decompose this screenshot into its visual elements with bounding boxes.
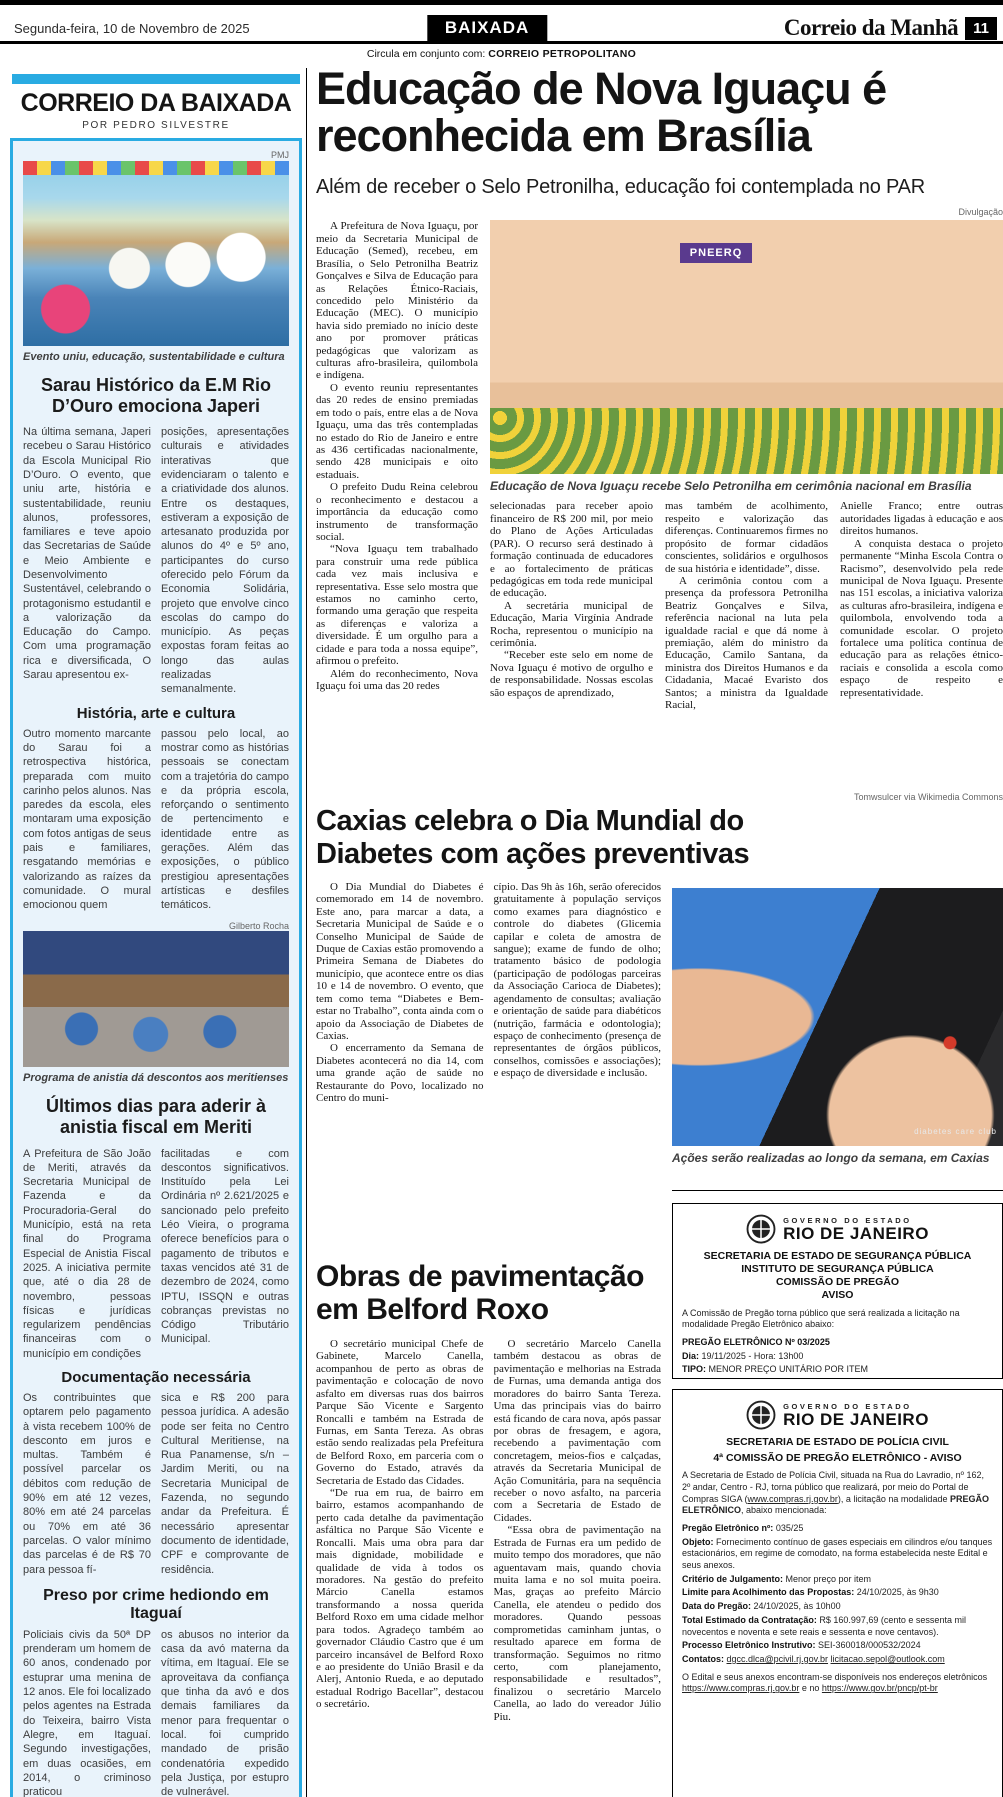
meriti-col-1: A Prefeitura de São João de Meriti, através da Secretaria Municipal de Fazenda e da Procuradoria-Geral do Município, está na reta final do Programa Especial de Anistia Fiscal 2025. A iniciativa permite que, até o dia 28 de novembro, pessoas físicas e jurídicas regularizem pendências financeiras com o município em condições	[23, 1147, 151, 1360]
meriti-headline: Últimos dias para aderir à anistia fiscal em Meriti	[45, 1096, 267, 1138]
itaguai-body	[23, 1628, 289, 1797]
caxias-col-1: O Dia Mundial do Diabetes é comemorado em 14 de novembro. Este ano, para marcar a data, a Secretaria Municipal de Saúde e o Conselho Municipal de Saúde de Duque de Caxias estão promovendo a Primeira Semana de Diabetes do município, que acontece entre os dias 10 e 14 de novembro. O evento, que tem como tema “Diabetes e Bem-estar no Trabalho”, conta ainda com o apoio da Associação de Diabetes de Caxias. O encerramento da Semana de Diabetes acontecerá no dia 14, com uma grande ação de saúde no Restaurante do Povo, localizado no Centro do muni-	[316, 880, 484, 1105]
contact-email-link[interactable]: dgcc.dlca@pcivil.rj.gov.br	[726, 1653, 829, 1664]
sarau-body-2	[23, 727, 289, 913]
circulation-note	[0, 44, 1003, 62]
notice2-header-line: SECRETARIA DE ESTADO DE POLÍCIA CIVIL	[726, 1436, 949, 1448]
sarau-photo-caption: Evento uniu, educação, sustentabilidade e cultura	[23, 350, 285, 363]
correio-da-baixada-panel	[10, 68, 302, 1797]
notice2-item: Total Estimado da Contratação: R$ 160.997,69 (cento e sessenta mil novecentos e noventa e sete reais e sessenta e nove centavos).	[682, 1614, 966, 1637]
circulation-partner: CORREIO PETROPOLITANO	[488, 48, 637, 60]
siga-portal-link[interactable]: www.compras.rj.gov.br	[747, 1493, 838, 1504]
panel-byline: POR PEDRO SILVESTRE	[82, 120, 230, 131]
lead-photo-caption: Educação de Nova Iguaçu recebe Selo Petronilha em cerimônia nacional em Brasília	[490, 479, 972, 494]
belford-col-1: O secretário municipal Chefe de Gabinete, Marcelo Canella, acompanhou de perto as obras de pavimentação e colocação de novo asfalto em diversas ruas dos bairros Parque São Vicente e Sargento Roncalli e também na Estrada de Furnas, em Santa Tereza. As obras estão sendo realizadas pela Prefeitura de Belford Roxo, em parceria com o Governo do Estado, através da Secretaria de Estado das Cidades. “De rua em rua, de bairro em bairro, estamos acompanhando de perto cada detalhe da pavimentação asfáltica no Parque São Vicente e Roncalli. Mais uma obra para dar mais dignidade, mobilidade e qualidade de vida à todos os moradores. Na gestão do prefeito Márcio Canella estamos transformando a nossa querida Belford Roxo em uma cidade melhor para todos. Agradeço também ao governador Cláudio Castro que é um parceiro incansável de Belford Roxo e ao presidente do União Brasil e da Alerj, Antonio Rueda, e ao deputado estadual Rodrigo Bacellar”, destacou o secretário.	[316, 1338, 484, 1711]
lead-col-1: A Prefeitura de Nova Iguaçu, por meio da Secretaria Municipal de Educação (Semed), recebeu, em Brasília, o Selo Petronilha Beatriz Gonçalves e Silva de Educação para as Relações Étnico-Raciais, concedido pelo Ministério da Educação (MEC). O município havia sido premiado no início deste ano por promover práticas pedagógicas que valorizam as culturas afro-brasileira, quilombola e indígena. O evento reuniu representantes das 20 redes de ensino premiadas em todo o país, entre elas a de Nova Iguaçu, uma das três contempladas no estado do Rio de Janeiro e entre as 436 certificadas nacionalmente, sendo 428 municipais e oito estaduais. O prefeito Dudu Reina celebrou o reconhecimento e destacou a importância da educação como instrumento de transformação social. “Nova Iguaçu tem trabalhado para construir uma rede pública cada vez mais inclusiva e representativa. Esse selo mostra que estamos no caminho certo, formando uma geração que respeita as diferenças e valoriza a diversidade. É um orgulho para a cidade e para toda a nossa equipe”, afirmou o prefeito. Além do reconhecimento, Nova Iguaçu foi uma das 20 redes	[316, 220, 478, 692]
belford-article	[316, 1260, 661, 1797]
diabetes-pouch-label: diabetes care club	[914, 1127, 997, 1136]
notice2-intro: A Secretaria de Estado de Polícia Civil, situada na Rua do Lavradio, nº 162, 2º andar, Centro - RJ, torna público que realizará, por meio do Portal de Compras SIGA (www.compras.rj.gov.br), a licitação na modalidade PREGÃO ELETRÔNICO, abaixo mencionada:	[682, 1470, 989, 1516]
column-divider-rule	[306, 68, 307, 1797]
page-content	[0, 62, 1003, 1797]
caxias-diabetes-photo	[672, 888, 1003, 1146]
rj-gov-logo	[682, 1214, 993, 1244]
sarau-photo-credit: PMJ	[271, 150, 289, 160]
notice1-header-line: AVISO	[821, 1289, 854, 1302]
pneerq-banner-label: PNEERQ	[680, 243, 752, 263]
sarau-headline: Sarau Histórico da E.M Rio D’Ouro emociona Japeri	[40, 374, 272, 416]
notice2-header-line: 4ª COMISSÃO DE PREGÃO ELETRÔNICO - AVISO	[713, 1452, 962, 1465]
caxias-photo-credit: Tomwsulcer via Wikimedia Commons	[853, 792, 1003, 802]
meriti-photo-credit: Gilberto Rocha	[228, 920, 289, 931]
meriti-col-3: Os contribuintes que optarem pelo pagamento à vista recebem 100% de desconto em juros e multas. Também é possível parcelar os débitos com redução de 90% em até 12 vezes, 80% em até 24 parcelas ou 70% em até 36 parcelas. O valor mínimo das parcelas é de R$ 70 para pessoa fí-	[23, 1391, 151, 1576]
belford-headline: Obras de pavimentação em Belford Roxo	[316, 1260, 644, 1326]
notice2-footer: O Edital e seus anexos encontram-se disponíveis nos endereços eletrônicos https://www.compras.rj.gov.br e no https://www.gov.br/pncp/pt-br	[682, 1671, 988, 1694]
notice2-item: Pregão Eletrônico nº: 035/25	[682, 1523, 804, 1533]
meriti-photo-caption: Programa de anistia dá descontos aos meritienses	[23, 1072, 289, 1085]
notice2-item: Limite para Acolhimento das Propostas: 24/10/2025, às 9h30	[682, 1587, 939, 1598]
rj-gov-crest-icon	[746, 1214, 776, 1244]
sarau-col-1: Na última semana, Japeri recebeu o Sarau Histórico da Escola Municipal Rio D’Ouro. O evento, que uniu arte, história e sustentabilidade, reuniu alunos, professores, familiares e teve apoio das Secretarias de Saúde e Meio Ambiente e Desenvolvimento Sustentável, celebrando o protagonismo estudantil e a valorização da Educação do Campo. Com uma programação rica e diversificada, O Sarau apresentou ex-	[23, 426, 151, 682]
meriti-body-2	[23, 1391, 289, 1577]
legal-notices	[672, 1190, 1003, 1797]
masthead-title: Correio da Manhã	[783, 15, 959, 40]
circulation-prefix: Circula em conjunto com:	[366, 48, 486, 60]
itaguai-headline: Preso por crime hediondo em Itaguaí	[43, 1586, 269, 1622]
notice2-item: Objeto: Fornecimento contínuo de gases especiais em cilindros e/ou tanques estacionários, em regime de comodato, na forma estabelecida neste Edital e seus anexos.	[682, 1536, 993, 1571]
notice-seguranca-publica	[672, 1203, 1003, 1379]
masthead-group	[784, 15, 997, 41]
panel-box	[10, 138, 302, 1797]
compras-url-link[interactable]: https://www.compras.rj.gov.br	[682, 1683, 800, 1694]
accent-bar	[12, 74, 300, 84]
notice1-header-line: INSTITUTO DE SEGURANÇA PÚBLICA	[741, 1263, 934, 1276]
notice1-item: TIPO: MENOR PREÇO UNITÁRIO POR ITEM	[682, 1364, 869, 1375]
notice2-item: Data do Pregão: 24/10/2025, às 10h00	[682, 1601, 841, 1612]
lead-col-2: selecionadas para receber apoio financeiro de R$ 200 mil, por meio do Plano de Ações Articuladas (PAR). O recurso será destinado à formação continuada de educadores e ao fortalecimento de práticas pedagógicas em toda rede municipal de educação. A secretária municipal de Educação, Maria Virgínia Andrade Rocha, representou o município na cerimônia. “Receber este selo em nome de Nova Iguaçu é motivo de orgulho e de responsabilidade. Nossas escolas são espaços de aprendizado,	[490, 500, 653, 699]
panel-title: CORREIO DA BAIXADA	[20, 89, 292, 117]
lead-right-block	[490, 220, 1003, 796]
notice2-contacts: Contatos: dgcc.dlca@pcivil.rj.gov.br licitacao.sepol@outlook.com	[682, 1653, 945, 1664]
meriti-body	[23, 1147, 289, 1361]
belford-col-2: O secretário Marcelo Canella também destacou as obras de pavimentação e melhorias na Estrada de Furnas, uma demanda antiga dos moradores do bairro Santa Tereza. Uma das principais vias do bairro está ficando de cara nova, após passar por obras de fresagem, e agora, recebendo a pavimentação com concretagem, meios-fios e calçadas, através da Secretaria Municipal de Ação Comunitária, para na sequência receber o novo asfalto, na parceria com a Secretaria de Estado de Cidades. “Essa obra de pavimentação na Estrada de Furnas era um pedido de muito tempo dos moradores, que não aguentavam mais, quando chovia muita lama e no sol muita poeira. Mas, graças ao prefeito Márcio Canella, ele atendeu o pedido dos moradores. Quando pessoas comprometidas caminham juntas, o resultado aparece em forma de transformação. Seguimos no ritmo certo, com planejamento, responsabilidade e resultados”, finalizou o secretário Marcelo Canella, ao lado do vereador Júlio Piu.	[493, 1338, 661, 1723]
meriti-service-photo	[23, 931, 289, 1067]
caxias-body	[316, 881, 661, 1249]
lead-photo-credit: Divulgação	[958, 206, 1003, 217]
lead-headline: Educação de Nova Iguaçu é reconhecida em Brasília	[316, 63, 887, 161]
rj-gov-wordmark: GOVERNO DO ESTADO RIO DE JANEIRO	[783, 1216, 929, 1243]
lead-col-3: mas também de acolhimento, respeito e valorização das diferenças. Continuaremos firmes no propósito de formar cidadãos conscientes, solidários e orgulhosos de sua história e identidade”, disse. A cerimônia contou com a presença da professora Petronilha Beatriz Gonçalves e Silva, referência nacional na luta pela igualdade racial e que dá nome à premiação, além do ministro da Educação, Camilo Santana, da ministra dos Direitos Humanos e da Cidadania, Macaé Evaristo dos Santos; a ministra da Igualdade Racial,	[665, 500, 828, 712]
caxias-photo-stack	[672, 888, 1003, 1168]
sarau-col-2: posições, apresentações culturais e atividades interativas que evidenciaram o talento e a criatividade dos alunos. Entre os destaques, estiveram a exposição de artesanato produzida por alunos do 4º e 5º ano, participantes do curso oferecido pelo Fórum da Economia Solidária, projeto que envolve cinco escolas do campo do município. As peças expostas foram feitas ao longo das aulas realizadas semanalmente.	[161, 426, 289, 696]
sarau-event-photo	[23, 161, 289, 346]
section-badge: BAIXADA	[427, 15, 547, 41]
sarau-col-3: Outro momento marcante do Sarau foi a retrospectiva histórica, preparada com muito carinho pelos alunos. Nas paredes da escola, eles montaram uma exposição com fotos antigas de seus pais e familiares, resgatando memórias e valorizando as raízes da comunidade. O mural emocionou quem	[23, 727, 151, 912]
lead-col-4: Anielle Franco; entre outras autoridades ligadas à educação e aos direitos humanos. A conquista destaca o projeto permanente “Minha Escola Contra o Racismo”, desenvolvido pela rede municipal de Nova Iguaçu. Presente nas 151 escolas, a iniciativa valoriza as culturas afro-brasileira, indígena e quilombola, envolvendo toda a comunidade escolar. O projeto fortalece uma política contínua de educação para as relações étnico-raciais e consolida a escola como espaço de respeito e representatividade.	[840, 500, 1003, 699]
notices-top-rule	[672, 1190, 1003, 1191]
edition-date: Segunda-feira, 10 de Novembro de 2025	[14, 21, 250, 36]
page-number-badge: 11	[965, 17, 997, 40]
belford-body	[316, 1338, 661, 1794]
sarau-subhead: História, arte e cultura	[76, 704, 236, 722]
main-content	[316, 64, 1003, 1797]
contact-email-link[interactable]: licitacao.sepol@outlook.com	[830, 1653, 945, 1664]
lead-lower-columns	[490, 500, 1003, 788]
notice1-item	[682, 1378, 993, 1379]
notice2-item: Processo Eletrônico Instrutivo: SEI-360018/000532/2024	[682, 1640, 921, 1651]
page-header	[0, 5, 1003, 41]
lead-body	[316, 220, 1003, 796]
notice2-item: Critério de Julgamento: Menor preço por item	[682, 1573, 872, 1584]
meriti-col-2: facilitadas e com descontos significativos. Instituído pela Lei Ordinária nº 2.621/2025 e sancionado pelo prefeito Léo Vieira, o programa oferece benefícios para o pagamento de tributos e taxas vencidos até 31 de dezembro de 2024, como IPTU, ISSQN e outras cobranças previstas no Código Tributário Municipal.	[161, 1147, 289, 1346]
caxias-photo-caption: Ações serão realizadas ao longo da semana, em Caxias	[672, 1151, 990, 1165]
caxias-headline: Caxias celebra o Dia Mundial do Diabetes com ações preventivas	[316, 804, 750, 870]
rj-gov-wordmark: GOVERNO DO ESTADO RIO DE JANEIRO	[783, 1402, 929, 1429]
notice1-item: PREGÃO ELETRÔNICO Nº 03/2025	[682, 1336, 830, 1347]
sarau-col-4: passou pelo local, ao mostrar como as histórias pessoais se conectam com a trajetória do campo e da própria escola, reforçando o sentimento de pertencimento e identidade entre as gerações. Além das exposições, o público prestigiou apresentações artísticas e desfiles temáticos.	[161, 727, 289, 912]
notice1-item: Dia: 19/11/2025 - Hora: 13h00	[682, 1350, 804, 1361]
notice1-header-line: SECRETARIA DE ESTADO DE SEGURANÇA PÚBLICA	[703, 1250, 972, 1262]
notice1-intro: A Comissão de Pregão torna público que será realizada a licitação na modalidade Pregão Eletrônico abaixo:	[682, 1307, 960, 1330]
lead-subtitle: Além de receber o Selo Petronilha, educação foi contemplada no PAR	[316, 175, 926, 198]
itaguai-col-1: Policiais civis da 50ª DP prenderam um homem de 60 anos, condenado por estuprar uma menina de 12 anos. Ele foi localizado pelos agentes na Estrada do Teixeira, bairro Vista Alegre, em Itaguaí. Segundo investigações, em duas ocasiões, em 2014, o criminoso praticou	[23, 1628, 151, 1797]
meriti-col-4: sica e R$ 200 para pessoa jurídica. A adesão pode ser feita no Centro Cultural Meritiense, na Rua Panamense, s/n – Jardim Meriti, ou na Secretaria Municipal de Fazenda, no segundo andar da Prefeitura. É necessário apresentar documento de identidade, CPF e comprovante de residência.	[161, 1391, 289, 1576]
caxias-col-2: cípio. Das 9h às 16h, serão oferecidos gratuitamente à população serviços como exames para diagnóstico e controle do diabetes (Glicemia capilar e coleta de amostra de sangue); exame de fundo de olho; tratamento básico de podologia (participação de podólogas parceiras da Associação Carioca de Diabetes); agendamento de consultas; avaliação e orientação de saúde para diabéticos (nutrição, farmácia e odontologia); espaço de conhecimento (presença de representantes de órgãos públicos, conselhos, comissões e associações); e espaço de diversidade e inclusão.	[493, 880, 661, 1080]
meriti-subhead: Documentação necessária	[61, 1368, 251, 1386]
itaguai-col-2: os abusos no interior da casa da avó materna da vítima, em Itaguaí. Ele se aproveitava da confiança que tinha da avó e dos demais familiares da menor para frequentar o local. foi cumprido mandado de prisão condenatória expedido pela Justiça, por estupro de vulnerável.	[161, 1628, 289, 1797]
notice-policia-civil	[672, 1389, 1003, 1797]
notice1-header-line: COMISSÃO DE PREGÃO	[775, 1276, 900, 1289]
rj-gov-crest-icon	[746, 1400, 776, 1430]
sarau-body	[23, 425, 289, 697]
lead-ceremony-photo	[490, 220, 1003, 474]
pncp-url-link[interactable]: https://www.gov.br/pncp/pt-br	[821, 1683, 938, 1694]
rj-gov-logo	[682, 1400, 993, 1430]
